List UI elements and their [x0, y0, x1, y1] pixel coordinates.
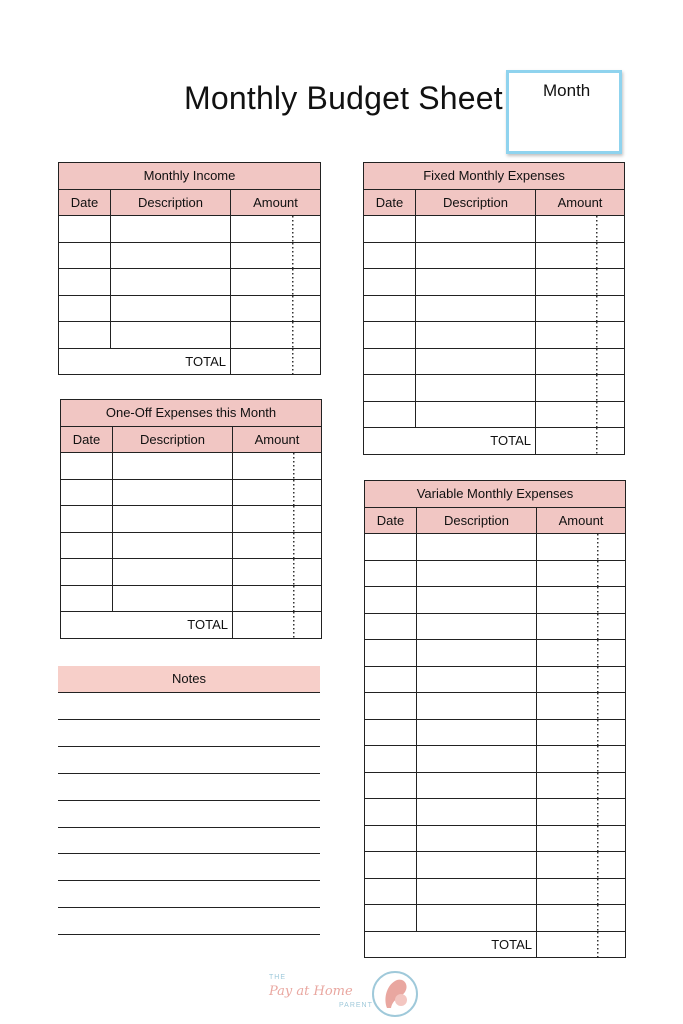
table-row [59, 216, 321, 243]
date-cell[interactable] [61, 559, 113, 586]
table-row [364, 269, 625, 296]
note-line[interactable] [58, 773, 320, 774]
table-row [365, 587, 626, 614]
date-header: Date [365, 507, 417, 534]
amount-cell[interactable] [537, 693, 626, 720]
one-off-title: One-Off Expenses this Month [61, 400, 322, 427]
amount-cell[interactable] [231, 322, 321, 349]
table-row [364, 295, 625, 322]
amount-header: Amount [536, 189, 625, 216]
table-row [364, 242, 625, 269]
description-cell[interactable] [417, 560, 537, 587]
date-cell[interactable] [364, 295, 416, 322]
amount-cell[interactable] [537, 825, 626, 852]
table-row [365, 640, 626, 667]
total-row [365, 931, 626, 958]
logo-parent: PARENT [339, 1002, 373, 1009]
amount-cell[interactable] [537, 666, 626, 693]
date-cell[interactable] [364, 401, 416, 428]
parent-silhouette-icon [369, 968, 421, 1020]
logo-the: THE [269, 974, 286, 981]
note-line[interactable] [58, 746, 320, 747]
amount-cell[interactable] [233, 559, 322, 586]
fixed-table [363, 162, 625, 455]
note-line[interactable] [58, 907, 320, 908]
note-line[interactable] [58, 827, 320, 828]
date-cell[interactable] [59, 269, 111, 296]
total-label: TOTAL [365, 931, 537, 958]
amount-cell[interactable] [233, 479, 322, 506]
month-label: Month [543, 81, 591, 100]
total-row [59, 348, 321, 375]
date-cell[interactable] [61, 479, 113, 506]
table-row [59, 295, 321, 322]
fixed-title: Fixed Monthly Expenses [364, 163, 625, 190]
date-header: Date [364, 189, 416, 216]
description-header: Description [416, 189, 536, 216]
amount-cell[interactable] [537, 719, 626, 746]
description-cell[interactable] [417, 852, 537, 879]
table-row [365, 825, 626, 852]
date-cell[interactable] [365, 587, 417, 614]
date-cell[interactable] [365, 534, 417, 561]
total-row [364, 428, 625, 455]
table-row [365, 772, 626, 799]
month-field[interactable] [506, 70, 622, 154]
description-cell[interactable] [111, 242, 231, 269]
table-row [61, 506, 322, 533]
amount-cell[interactable] [537, 772, 626, 799]
page-title: Monthly Budget Sheet [184, 80, 503, 116]
date-cell[interactable] [61, 585, 113, 612]
table-row [365, 799, 626, 826]
description-cell[interactable] [113, 585, 233, 612]
description-cell[interactable] [417, 772, 537, 799]
income-title: Monthly Income [59, 163, 321, 190]
date-cell[interactable] [365, 640, 417, 667]
total-amount-cell[interactable] [536, 428, 625, 455]
total-label: TOTAL [61, 612, 233, 639]
description-cell[interactable] [111, 322, 231, 349]
notes-title: Notes [58, 666, 320, 692]
amount-cell[interactable] [536, 269, 625, 296]
date-cell[interactable] [365, 693, 417, 720]
amount-cell[interactable] [233, 585, 322, 612]
table-row [365, 613, 626, 640]
note-line[interactable] [58, 934, 320, 935]
table-row [365, 560, 626, 587]
table-row [365, 746, 626, 773]
note-line[interactable] [58, 880, 320, 881]
description-cell[interactable] [111, 295, 231, 322]
note-line[interactable] [58, 853, 320, 854]
amount-cell[interactable] [536, 348, 625, 375]
amount-cell[interactable] [536, 295, 625, 322]
date-cell[interactable] [365, 746, 417, 773]
date-cell[interactable] [364, 322, 416, 349]
table-row [364, 348, 625, 375]
date-cell[interactable] [365, 719, 417, 746]
amount-cell[interactable] [537, 534, 626, 561]
one-off-table [60, 399, 322, 639]
amount-cell[interactable] [233, 506, 322, 533]
amount-cell[interactable] [233, 453, 322, 480]
description-cell[interactable] [417, 799, 537, 826]
description-cell[interactable] [416, 375, 536, 402]
amount-cell[interactable] [537, 905, 626, 932]
date-cell[interactable] [365, 666, 417, 693]
description-cell[interactable] [417, 719, 537, 746]
logo-brand: Pay at Home [269, 984, 353, 999]
date-cell[interactable] [365, 613, 417, 640]
amount-cell[interactable] [536, 375, 625, 402]
table-row [365, 878, 626, 905]
table-row [365, 534, 626, 561]
date-cell[interactable] [61, 532, 113, 559]
description-cell[interactable] [417, 534, 537, 561]
table-row [365, 693, 626, 720]
amount-cell[interactable] [537, 746, 626, 773]
amount-header: Amount [537, 507, 626, 534]
description-cell[interactable] [417, 640, 537, 667]
description-cell[interactable] [416, 216, 536, 243]
date-cell[interactable] [59, 242, 111, 269]
date-cell[interactable] [61, 506, 113, 533]
date-cell[interactable] [364, 348, 416, 375]
date-cell[interactable] [365, 799, 417, 826]
table-row [364, 216, 625, 243]
amount-cell[interactable] [536, 322, 625, 349]
variable-title: Variable Monthly Expenses [365, 481, 626, 508]
description-cell[interactable] [417, 878, 537, 905]
date-cell[interactable] [365, 905, 417, 932]
date-cell[interactable] [364, 375, 416, 402]
date-cell[interactable] [59, 322, 111, 349]
amount-cell[interactable] [536, 242, 625, 269]
note-line[interactable] [58, 692, 320, 693]
description-cell[interactable] [417, 905, 537, 932]
description-cell[interactable] [113, 559, 233, 586]
table-row [61, 453, 322, 480]
description-cell[interactable] [417, 587, 537, 614]
amount-cell[interactable] [231, 295, 321, 322]
total-label: TOTAL [59, 348, 231, 375]
date-header: Date [59, 189, 111, 216]
amount-cell[interactable] [537, 878, 626, 905]
logo [265, 968, 425, 1020]
table-row [364, 401, 625, 428]
description-cell[interactable] [111, 216, 231, 243]
date-cell[interactable] [364, 269, 416, 296]
description-header: Description [417, 507, 537, 534]
table-row [61, 532, 322, 559]
description-cell[interactable] [113, 479, 233, 506]
description-cell[interactable] [416, 269, 536, 296]
amount-cell[interactable] [537, 799, 626, 826]
table-row [365, 852, 626, 879]
amount-cell[interactable] [537, 613, 626, 640]
table-row [61, 559, 322, 586]
description-cell[interactable] [417, 613, 537, 640]
date-cell[interactable] [365, 878, 417, 905]
date-cell[interactable] [364, 242, 416, 269]
amount-cell[interactable] [231, 216, 321, 243]
description-cell[interactable] [417, 693, 537, 720]
note-line[interactable] [58, 800, 320, 801]
description-cell[interactable] [113, 532, 233, 559]
amount-cell[interactable] [537, 587, 626, 614]
amount-cell[interactable] [536, 401, 625, 428]
date-cell[interactable] [365, 772, 417, 799]
description-cell[interactable] [416, 348, 536, 375]
table-row [59, 269, 321, 296]
amount-header: Amount [231, 189, 321, 216]
date-cell[interactable] [365, 852, 417, 879]
amount-cell[interactable] [231, 242, 321, 269]
table-row [61, 585, 322, 612]
table-row [365, 666, 626, 693]
amount-cell[interactable] [231, 269, 321, 296]
description-cell[interactable] [113, 453, 233, 480]
total-amount-cell[interactable] [537, 931, 626, 958]
total-row [61, 612, 322, 639]
income-table [58, 162, 321, 375]
amount-cell[interactable] [233, 532, 322, 559]
variable-table [364, 480, 626, 958]
total-label: TOTAL [364, 428, 536, 455]
date-cell[interactable] [365, 560, 417, 587]
table-row [364, 322, 625, 349]
date-cell[interactable] [59, 295, 111, 322]
total-amount-cell[interactable] [231, 348, 321, 375]
amount-header: Amount [233, 426, 322, 453]
date-cell[interactable] [59, 216, 111, 243]
table-row [59, 242, 321, 269]
description-cell[interactable] [113, 506, 233, 533]
table-row [364, 375, 625, 402]
date-cell[interactable] [61, 453, 113, 480]
description-header: Description [113, 426, 233, 453]
amount-cell[interactable] [536, 216, 625, 243]
note-line[interactable] [58, 719, 320, 720]
description-cell[interactable] [111, 269, 231, 296]
description-cell[interactable] [417, 666, 537, 693]
description-cell[interactable] [416, 322, 536, 349]
total-amount-cell[interactable] [233, 612, 322, 639]
amount-cell[interactable] [537, 852, 626, 879]
description-cell[interactable] [416, 295, 536, 322]
table-row [365, 719, 626, 746]
table-row [365, 905, 626, 932]
description-cell[interactable] [416, 401, 536, 428]
table-row [61, 479, 322, 506]
description-header: Description [111, 189, 231, 216]
date-cell[interactable] [364, 216, 416, 243]
date-cell[interactable] [365, 825, 417, 852]
amount-cell[interactable] [537, 640, 626, 667]
description-cell[interactable] [417, 825, 537, 852]
table-row [59, 322, 321, 349]
amount-cell[interactable] [537, 560, 626, 587]
description-cell[interactable] [416, 242, 536, 269]
date-header: Date [61, 426, 113, 453]
description-cell[interactable] [417, 746, 537, 773]
